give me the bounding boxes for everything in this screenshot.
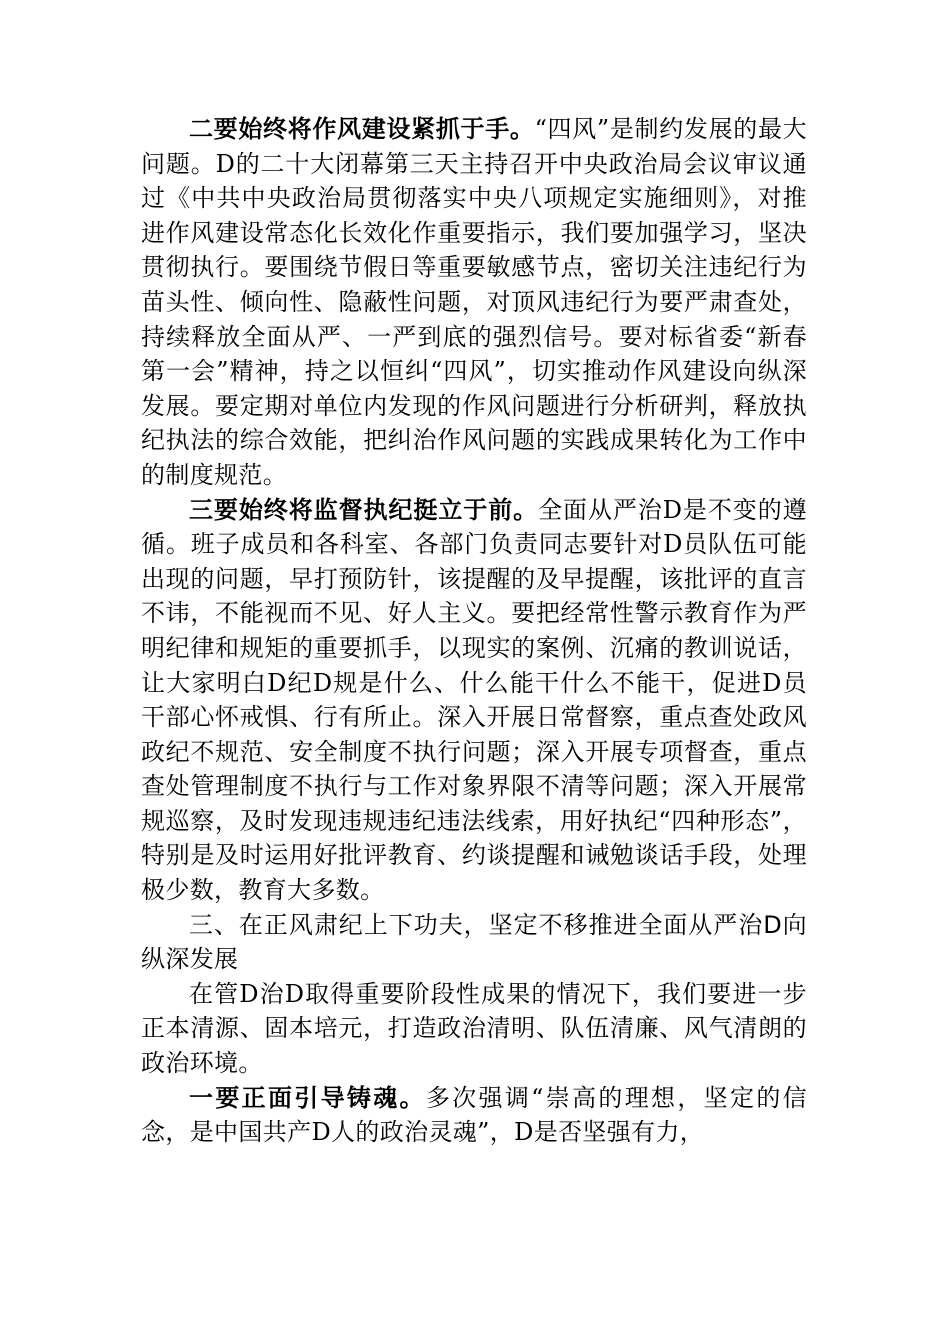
paragraph-style-building [141,112,807,493]
paragraph-text: 全面从严治D是不变的遵循。班子成员和各科室、各部门负责同志要针对D员队伍可能出现的问题，早打预防针，该提醒的及早提醒，该批评的直言不讳，不能视而不见、好人主义。要把经常性警示教育作为严明纪律和规矩的重要抓手，以现实的案例、沉痛的教训说话，让大家明白D纪D规是什么、什么能干什么不能干，促进D员干部心怀戒惧、行有所止。深入开展日常督察，重点查处政风政纪不规范、安全制度不执行问题；深入开展专项督查，重点查处管理制度不执行与工作对象界限不清等问题；深入开展常规巡察，及时发现违规违纪违法线索，用好执纪“四种形态”，特别是及时运用好批评教育、约谈提醒和诫勉谈话手段，处理极少数，教育大多数。 [141,495,808,905]
paragraph-text: 多次强调“崇高的理想，坚定的信念，是中国共产D人的政治灵魂”，D是否坚强有力， [141,1083,807,1147]
paragraph-supervision [141,493,807,908]
section-heading: 三、在正风肃纪上下功夫，坚定不移推进全面从严治D向纵深发展 [141,910,807,974]
paragraph-positive-guidance [141,1081,807,1150]
paragraph-text: “四风”是制约发展的最大问题。D的二十大闭幕第三天主持召开中央政治局会议审议通过《中共中央政治局贯彻落实中央八项规定实施细则》，对推进作风建设常态化长效化作重要指示，我们要加强学习，坚决贯彻执行。要围绕节假日等重要敏感节点，密切关注违纪行为苗头性、倾向性、隐蔽性问题，对顶风违纪行为要严肃查处，持续释放全面从严、一严到底的强烈信号。要对标省委“新春第一会”精神，持之以恒纠“四风”，切实推动作风建设向纵深发展。要定期对单位内发现的作风问题进行分析研判，释放执纪执法的综合效能，把纠治作风问题的实践成果转化为工作中的制度规范。 [141,115,807,489]
paragraph-lead: 二要始终将作风建设紧抓于手。 [189,115,535,143]
document-page [141,112,807,1150]
paragraph-lead: 三要始终将监督执纪挺立于前。 [189,495,539,524]
paragraph-intro: 在管D治D取得重要阶段性成果的情况下，我们要进一步正本清源、固本培元，打造政治清明、队伍清廉、风气清朗的政治环境。 [141,979,807,1078]
paragraph-lead: 一要正面引导铸魂。 [189,1083,426,1112]
